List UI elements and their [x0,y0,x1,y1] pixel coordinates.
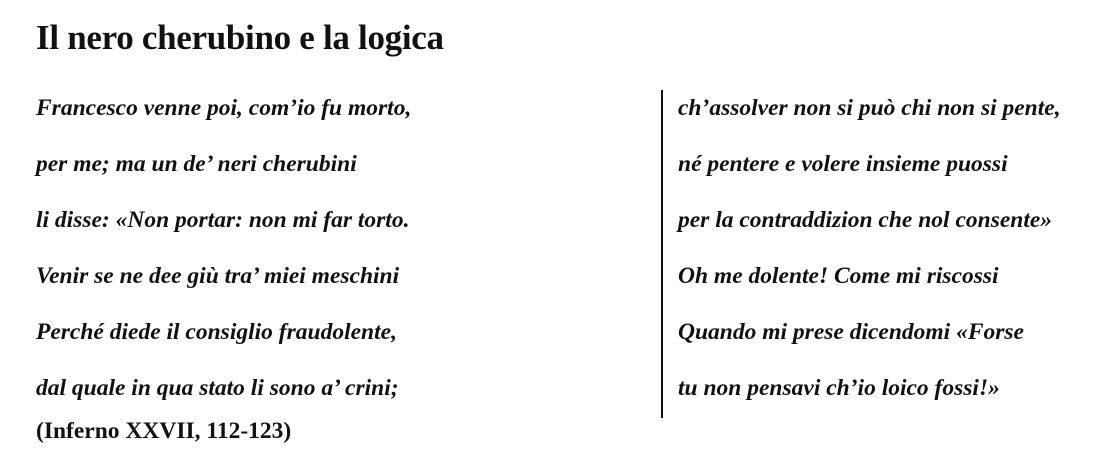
verse-line: Quando mi prese dicendomi «Forse [678,319,1024,345]
left-verse-column [36,88,411,424]
verse-line: per me; ma un de’ neri cherubini [36,151,357,177]
column-divider [661,90,663,418]
verse-line: Oh me dolente! Come mi riscossi [678,263,999,289]
verse-line: Venir se ne dee giù tra’ miei meschini [36,263,400,289]
verse-line: ch’assolver non si può chi non si pente, [678,95,1061,121]
page-title: Il nero cherubino e la logica [36,18,444,57]
verse-line: per la contraddizion che nol consente» [678,207,1053,233]
right-verse-column [678,88,1061,424]
verse-line: tu non pensavi ch’io loico fossi!» [678,375,1000,401]
verse-line: li disse: «Non portar: non mi far torto. [36,207,410,233]
verse-line: dal quale in qua stato li sono a’ crini; [36,375,399,401]
verse-line: Francesco venne poi, com’io fu morto, [36,95,412,121]
verse-line: né pentere e volere insieme puossi [678,151,1008,177]
verse-line: Perché diede il consiglio fraudolente, [36,319,397,345]
source-citation: (Inferno XXVII, 112-123) [36,418,292,444]
